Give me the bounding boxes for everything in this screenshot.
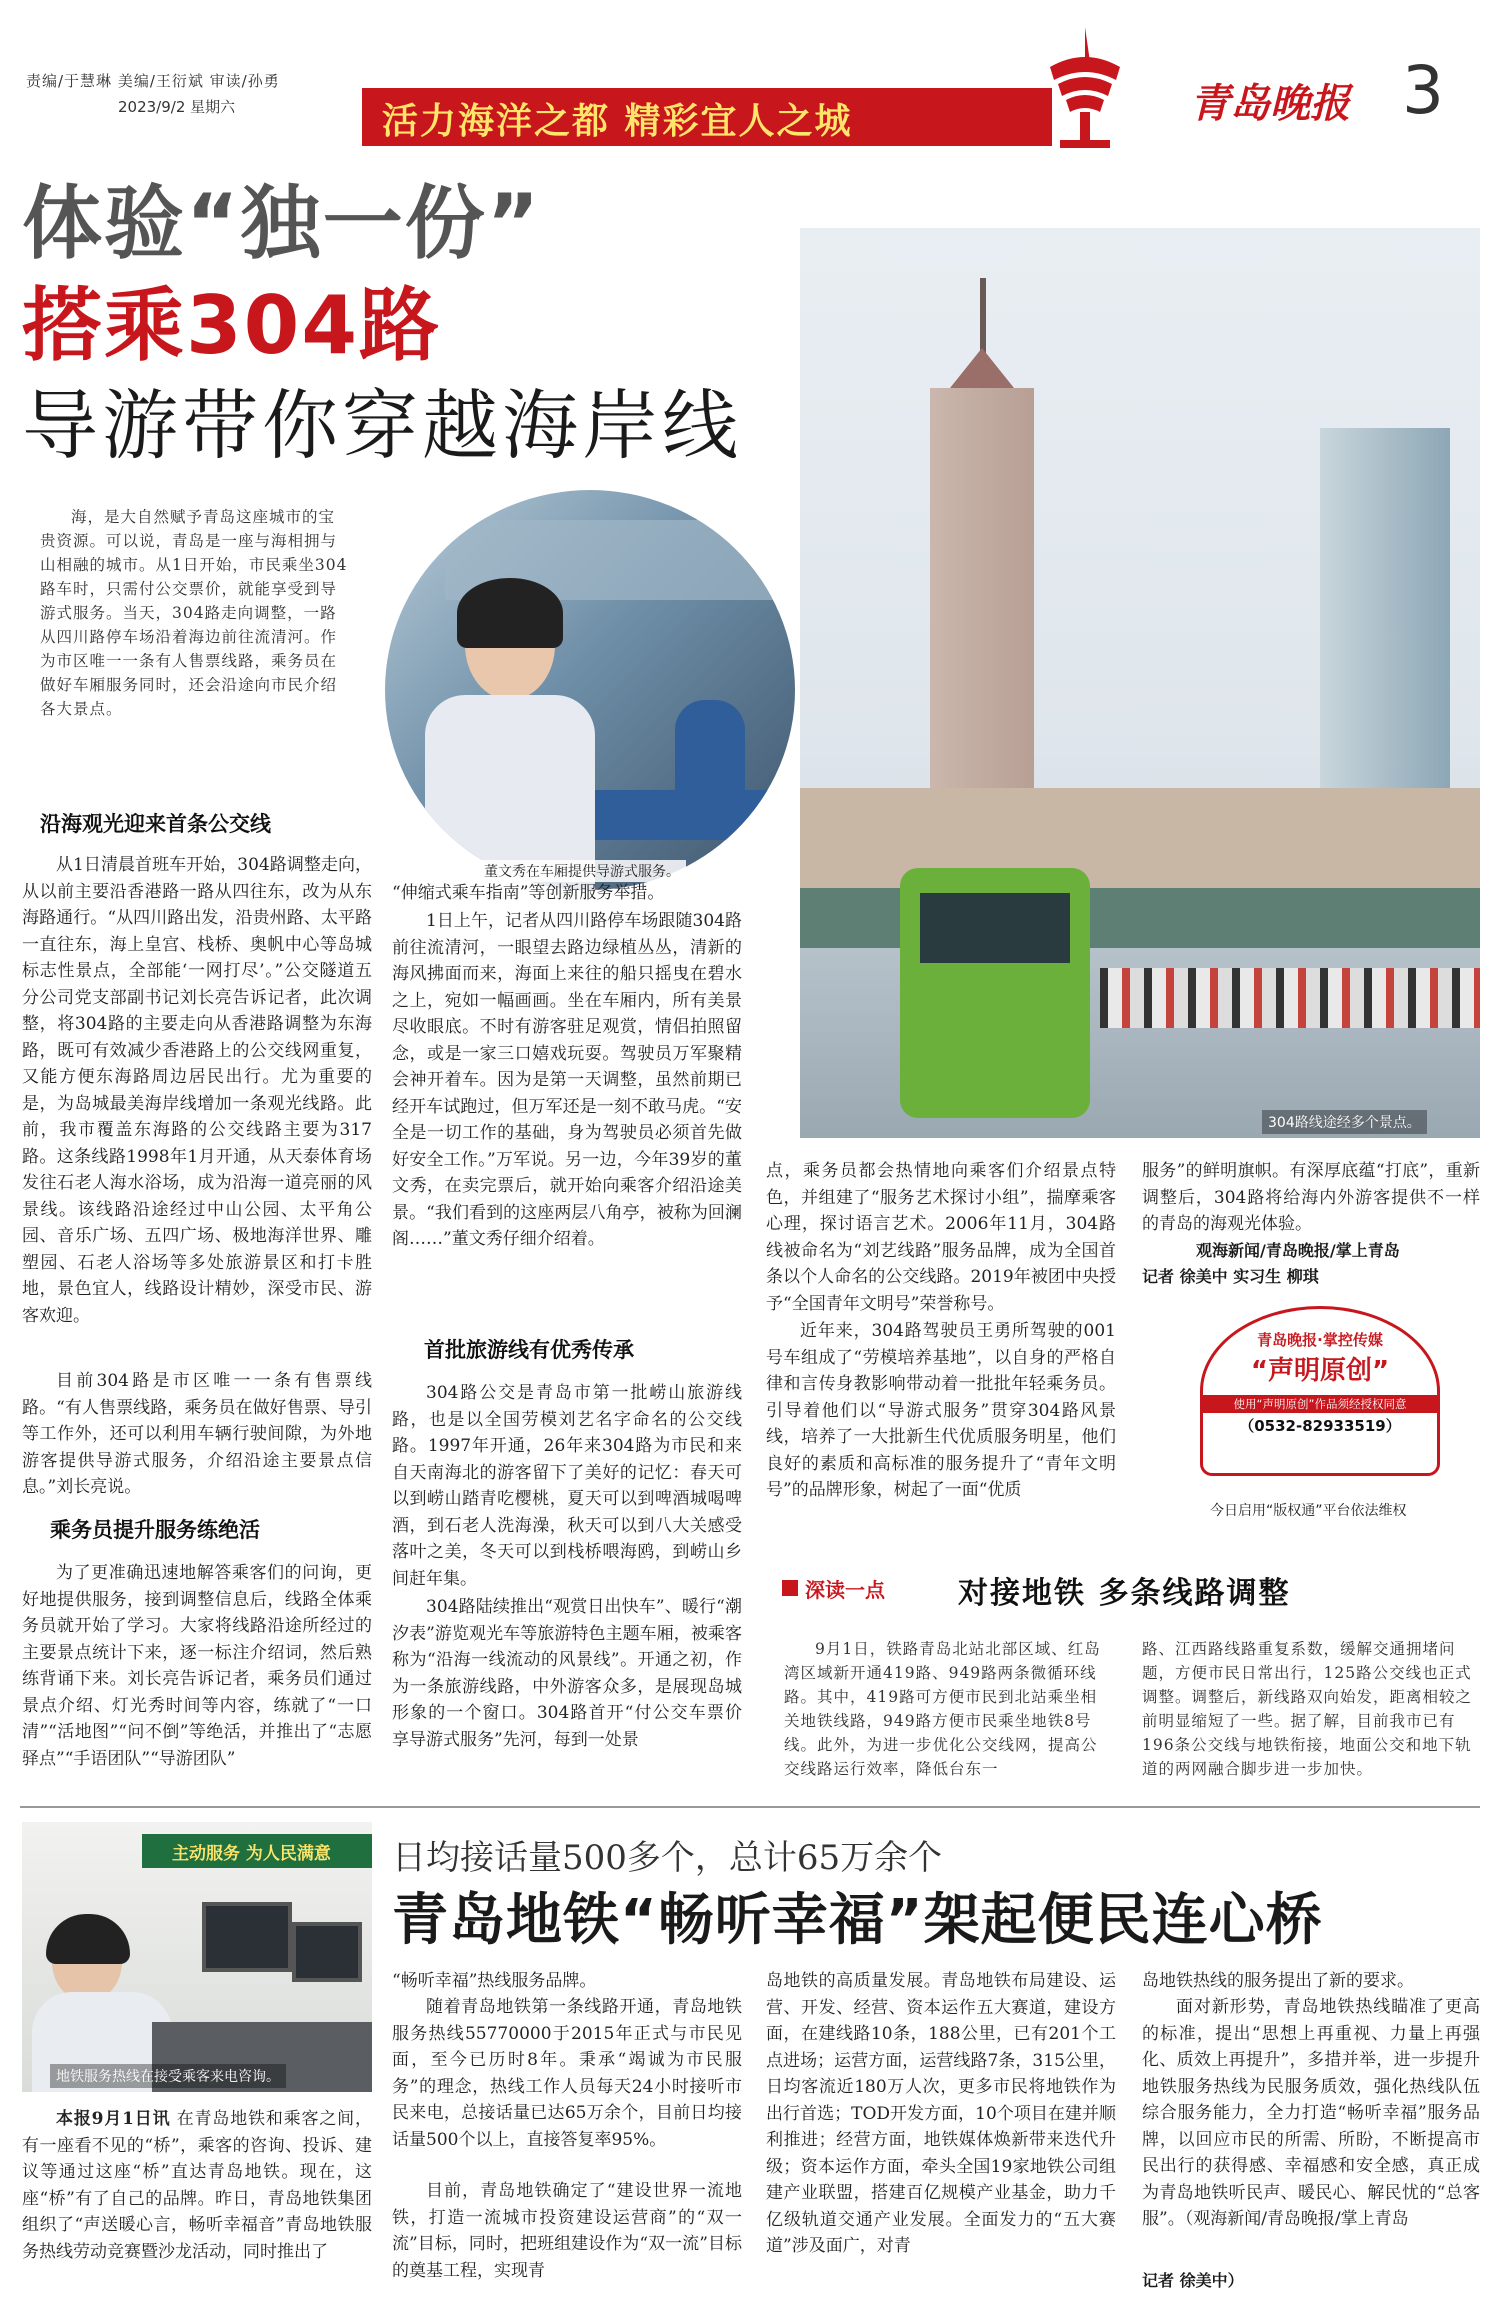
metro-byline: 记者 徐美中） [1142, 2271, 1244, 2290]
metro-column-4-text: 面对新形势，青岛地铁热线瞄准了更高的标准，提出“思想上再重视、力量上再强化、质效上再提升”，多措并举，进一步提升地铁服务热线为民服务质效，强化热线队伍综合服务能力，全力打造“畅听幸福”服务品牌，以回应市民的所需、所盼，不断提高市民出行的获得感、幸福感和安全感，真正成为青岛地铁听民声、暖民心、解民忧的“总客服”。（观海新闻/青岛晚报/掌上青岛 [1142, 1997, 1480, 2229]
section-first-tour-line-text: 304路公交是青岛市第一批崂山旅游线路，也是以全国劳模刘艺名字命名的公交线路。1997年开通，26年来304路为市民和来自天南海北的游客留下了美好的记忆：春天可以到崂山踏青吃樱桃，夏天可以到啤酒城喝啤酒，到石老人洗海澡，秋天可以到八大关感受落叶之美，冬天可以到栈桥喂海鸥，到崂山乡间赶年集。 [392, 1383, 742, 1589]
section-heading-coastal-line: 沿海观光迎来首条公交线 [40, 812, 271, 836]
headline-line-3: 导游带你穿越海岸线 [22, 381, 742, 470]
deep-read-marker-icon [782, 1580, 798, 1596]
section-heading-conductor-skills: 乘务员提升服务练绝活 [50, 1518, 260, 1542]
sail-monument-icon [1030, 22, 1140, 152]
byline-media: 观海新闻/青岛晚报/掌上青岛 [1196, 1241, 1400, 1260]
column-3-text-2: 近年来，304路驾驶员王勇所驾驶的001号车组成了“劳模培养基地”，以自身的严格自律和言传身教影响带动着一批批年轻乘务员。引导着他们以“导游式服务”贯穿304路风景线，培养了一大批新生代优质服务明星，他们良好的素质和高标准的服务提升了“青年文明号”的品牌形象，树起了一面“优质 [766, 1321, 1116, 1500]
deep-read-title: 对接地铁 多条线路调整 [958, 1576, 1291, 1611]
column-2-top-text: “伸缩式乘车指南”等创新服务举措。 [392, 883, 665, 903]
section-heading-first-tour-line: 首批旅游线有优秀传承 [424, 1338, 634, 1362]
metro-subtitle: 日均接话量500多个，总计65万余个 [392, 1838, 943, 1878]
metro-dateline: 本报9月1日讯 [56, 2109, 171, 2129]
column-2-ride-text: 1日上午，记者从四川路停车场跟随304路前往流清河，一眼望去路边绿植丛丛，清新的海风拂面而来，海面上来往的船只摇曳在碧水之上，宛如一幅画画。坐在车厢内，所有美景尽收眼底。不时有游客驻足观赏，情侣拍照留念，或是一家三口嬉戏玩耍。驾驶员万军聚精会神开着车。因为是第一天调整，虽然前期已经开车试跑过，但万军还是一刻不敢马虎。“安全是一切工作的基础，身为驾驶员必须首先做好安全工作。”万军说。另一边，今年39岁的董文秀，在卖完票后，就开始向乘客介绍沿途美景。“我们看到的这座两层八角亭，被称为回澜阁……”董文秀仔细介绍着。 [392, 911, 742, 1249]
deep-read-left-text: 9月1日，铁路青岛北站北部区域、红岛湾区域新开通419路、949路两条微循环线路。其中，419路可方便市民到北站乘坐相关地铁线路，949路方便市民乘坐地铁8号线。此外，为进一步优化公交线网，提高公交线路运行效率，降低台东一 [784, 1640, 1101, 1778]
slogan-banner [362, 88, 1052, 146]
issue-date: 2023/9/2 星期六 [118, 98, 236, 116]
section-coastal-line-text-2: 目前304路是市区唯一一条有售票线路。“有人售票线路，乘务员在做好售票、导引等工作外，还可以利用车辆行驶间隙，为外地游客提供导游式服务，介绍沿途主要景点信息。”刘长亮说。 [22, 1371, 372, 1497]
section-coastal-line-text: 从1日清晨首班车开始，304路调整走向，从以前主要沿香港路一路从四往东，改为从东海路通行。“从四川路出发，沿贵州路、太平路一直往东，海上皇宫、栈桥、奥帆中心等岛城标志性景点，全部能‘一网打尽’。”公交隧道五分公司党支部副书记刘长亮告诉记者，此次调整，将304路的主要走向从香港路调整为东海路，既可有效减少香港路上的公交线网重复，又能方便东海路周边居民出行。尤为重要的是，为岛城最美海岸线增加一条观光线路。此前，我市覆盖东海路的公交线路主要为317路。这条线路1998年1月开通，从天泰体育场发往石老人海水浴场，成为沿海一道亮丽的风景线。该线路沿途经过中山公园、太平角公园、音乐广场、五四广场、极地海洋世界、雕塑园、石老人浴场等多处旅游景区和打卡胜地，景色宜人，线路设计精妙，深受市民、游客欢迎。 [22, 855, 372, 1326]
bus-photo-caption: 304路线途经多个景点。 [1262, 1110, 1427, 1134]
slogan-text: 活力海洋之都 精彩宜人之城 [382, 101, 853, 142]
metro-title: 青岛地铁“畅听幸福”架起便民连心桥 [392, 1888, 1323, 1953]
metro-photo-caption: 地铁服务热线在接受乘客来电咨询。 [50, 2064, 286, 2088]
stamp-phone: （0532-82933519） [1239, 1417, 1401, 1435]
bus-coastline-photo [800, 228, 1480, 1138]
metro-column-1-text: 在青岛地铁和乘客之间，有一座看不见的“桥”，乘客的咨询、投诉、建议等通过这座“桥”直达青岛地铁。现在，这座“桥”有了自己的品牌。昨日，青岛地铁集团组织了“声送暖心言，畅听幸福音”青岛地铁服务热线劳动竞赛暨沙龙活动，同时推出了 [22, 2109, 372, 2262]
stamp-bottom-text: 今日启用“版权通”平台依法维权 [1210, 1503, 1407, 1519]
headline-line-2: 搭乘304路 [22, 279, 441, 372]
editors-credit: 责编/于慧琳 美编/王衍斌 审读/孙勇 [26, 72, 280, 90]
column-3-text: 点，乘务员都会热情地向乘客们介绍景点特色，并组建了“服务艺术探讨小组”，揣摩乘客心理，探讨语言艺术。2006年11月，304路线被命名为“刘艺线路”服务品牌，成为全国首条以个人命名的公交线路。2019年被团中央授予“全国青年文明号”荣誉称号。 [766, 1161, 1116, 1314]
metro-column-2-top: “畅听幸福”热线服务品牌。 [392, 1971, 597, 1991]
metro-column-3-text: 岛地铁的高质量发展。青岛地铁布局建设、运营、开发、经营、资本运作五大赛道，建设方面，在建线路10条，188公里，已有201个工点进场；运营方面，运营线路7条，315公里，日均客流近180万人次，更多市民将地铁作为出行首选；TOD开发方面，10个项目在建并顺利推进；经营方面，地铁媒体焕新带来迭代升级；资本运作方面，牵头全国19家地铁公司组建产业联盟，搭建百亿规模产业基金，助力千亿级轨道交通产业发展。全面发力的“五大赛道”涉及面广，对青 [766, 1971, 1116, 2256]
metro-column-2-text: 随着青岛地铁第一条线路开通，青岛地铁服务热线55770000于2015年正式与市民见面，至今已历时8年。秉承“竭诚为市民服务”的理念，热线工作人员每天24小时接听市民来电，总接话量已达65万余个，目前日均接话量500个以上，直接答复率95%。 [392, 1997, 742, 2150]
metro-hotline-photo [22, 1822, 372, 2092]
section-first-tour-line-text-2: 304路陆续推出“观赏日出快车”、暖行“潮汐表”游览观光车等旅游特色主题车厢，被乘客称为“沿海一线流动的风景线”。开通之初，作为一条旅游线路，中外游客众多，是展现岛城形象的一个窗口。304路首开“付公交车票价 享导游式服务”先河，每到一处景 [392, 1597, 742, 1750]
metro-photo-banner: 主动服务 为人民满意 [172, 1844, 331, 1864]
byline-reporters: 记者 徐美中 实习生 柳琪 [1142, 1267, 1319, 1286]
conductor-photo [385, 490, 795, 890]
section-conductor-skills-text: 为了更准确迅速地解答乘客们的问询，更好地提供服务，接到调整信息后，线路全体乘务员就开始了学习。大家将线路沿途所经过的主要景点统计下来，逐一标注介绍词，然后熟练背诵下来。刘长亮告诉记者，乘务员们通过景点介绍、灯光秀时间等内容，练就了“一口清”“活地图”“问不倒”等绝活，并推出了“志愿驿点”“手语团队”“导游团队” [22, 1563, 372, 1769]
headline-line-1: 体验“独一份” [22, 177, 542, 270]
page-number: 3 [1402, 52, 1444, 129]
stamp-top-text: 青岛晚报·掌控传媒 [1257, 1331, 1383, 1349]
metro-column-1 [22, 2106, 372, 2265]
column-4-text: 服务”的鲜明旗帜。有深厚底蕴“打底”，重新调整后，304路将给海内外游客提供不一样的青岛的海观光体验。 [1142, 1161, 1480, 1234]
original-statement-stamp [1200, 1306, 1440, 1476]
metro-column-2-text-2: 目前，青岛地铁确定了“建设世界一流地铁，打造一流城市投资建设运营商”的“双一流”目标，同时，把班组建设作为“双一流”目标的奠基工程，实现青 [392, 2181, 742, 2281]
deep-read-right-text: 路、江西路线路重复系数，缓解交通拥堵问题，方便市民日常出行，125路公交线也正式调整。调整后，新线路双向始发，距离相较之前明显缩短了一些。据了解，目前我市已有196条公交线与地铁衔接，地面公交和地下轨道的两网融合脚步进一步加快。 [1142, 1640, 1473, 1778]
conductor-photo-caption: 董文秀在车厢提供导游式服务。 [478, 860, 686, 882]
paper-name-logo: 青岛晚报 [1190, 80, 1350, 127]
stamp-desc: 使用“声明原创”作品须经授权同意 [1203, 1395, 1437, 1413]
stamp-title: “声明原创” [1250, 1356, 1390, 1386]
lead-paragraph: 海，是大自然赋予青岛这座城市的宝贵资源。可以说，青岛是一座与海相拥与山相融的城市。从1日开始，市民乘坐304路车时，只需付公交票价，就能享受到导游式服务。当天，304路走向调整，一路从四川路停车场沿着海边前往流清河。作为市区唯一一条有人售票线路，乘务员在做好车厢服务同时，还会沿途向市民介绍各大景点。 [40, 508, 348, 718]
section-divider [20, 1806, 1480, 1808]
metro-column-4-top: 岛地铁热线的服务提出了新的要求。 [1142, 1971, 1414, 1991]
deep-read-tag: 深读一点 [805, 1578, 885, 1602]
